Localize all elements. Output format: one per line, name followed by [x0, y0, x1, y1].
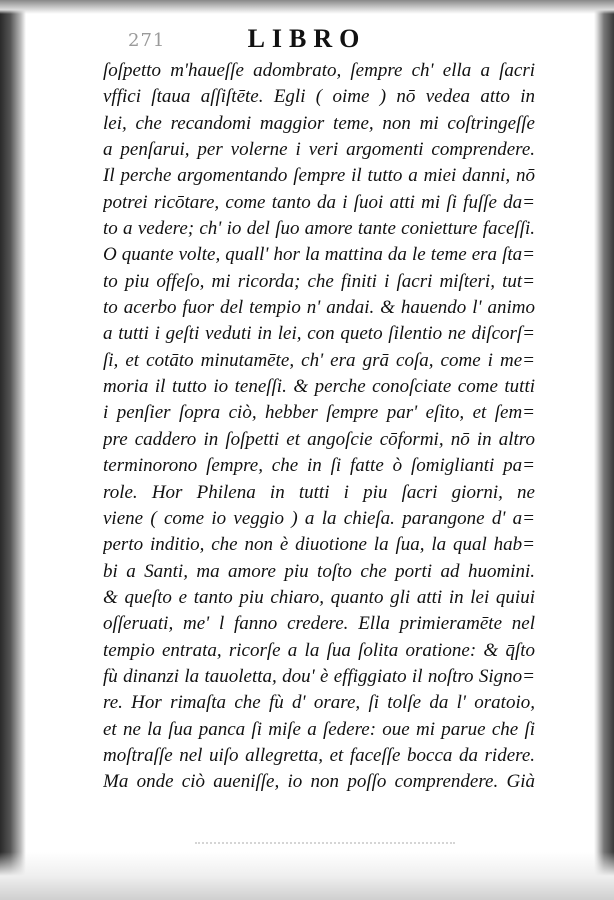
edge-shadow-bottom: [0, 852, 614, 900]
text-line: ſoſpetto m'haueſſe adombrato, ſempre ch' ella a ſacri: [103, 60, 535, 81]
text-line: re. Hor rimaſta che fù d' orare, ſi tolſe da l' oratoio,: [103, 692, 535, 714]
text-line: viene ( come io veggio ) a la chieſa. parangone d' a=: [103, 507, 535, 529]
text-line: terminorono ſempre, che in ſi fatte ò ſomiglianti pa=: [103, 455, 535, 477]
text-line: potrei ricōtare, come tanto da i ſuoi atti mi ſi fuſſe da=: [103, 191, 535, 213]
text-line: vffici ſtaua aſſiſtēte. Egli ( oime ) nō vedea atto in: [103, 86, 535, 108]
text-line: to piu offeſo, mi ricorda; che finiti i ſacri miſteri, tut=: [103, 270, 535, 292]
text-line: ſi, et cotāto minutamēte, ch' era grā coſa, come i me=: [103, 349, 535, 371]
text-line: oſſeruati, me' l fanno credere. Ella primieramēte nel: [103, 613, 535, 635]
text-line: to acerbo fuor del tempio n' andai. & hauendo l' animo: [103, 297, 535, 319]
text-block: [103, 58, 535, 796]
text-line: perto inditio, che non è diuotione la ſua, la qual hab=: [103, 534, 535, 556]
text-line: Il perche argomentando ſempre il tutto a miei danni, nō: [103, 165, 535, 187]
running-head: LIBRO: [247, 24, 367, 53]
binding-shadow-left: [0, 0, 26, 900]
edge-shadow-right: [594, 0, 614, 900]
text-line: to a vedere; ch' io del ſuo amore tante conietture faceſſi.: [103, 218, 535, 240]
text-line: et ne la ſua panca ſi miſe a ſedere: oue mi parue che ſi: [103, 718, 535, 740]
text-line: Ma onde ciò aueniſſe, io non poſſo comprendere. Già: [103, 771, 535, 793]
text-line: i penſier ſopra ciò, hebber ſempre par' eſito, et ſem=: [103, 402, 535, 424]
text-line: lei, che recandomi maggior teme, non mi coſtringeſſe: [103, 112, 535, 134]
text-line: & queſto e tanto piu chiaro, quanto gli atti in lei quiui: [103, 586, 535, 608]
page-number: 271: [128, 30, 166, 51]
text-line: fù dinanzi la tauoletta, dou' è effiggiato il noſtro Signo=: [103, 665, 535, 687]
text-line: moſtraſſe nel uiſo allegretta, et faceſſe bocca da ridere.: [103, 744, 535, 766]
text-line: O quante volte, quall' hor la mattina da le teme era ſta=: [103, 244, 535, 266]
text-line: moria il tutto io teneſſi. & perche conoſciate come tutti: [103, 376, 535, 398]
text-line: a tutti i geſti veduti in lei, con queto ſilentio ne diſcorſ=: [103, 323, 535, 345]
text-line: tempio entrata, ricorſe a la ſua ſolita oratione: & q̄ſto: [103, 639, 535, 661]
bleed-through-marks: [195, 842, 455, 854]
text-line: pre caddero in ſoſpetti et angoſcie cōformi, nō in altro: [103, 428, 535, 450]
text-line: a penſarui, per volerne i veri argomenti comprendere.: [103, 139, 535, 161]
text-line: bi a Santi, ma amore piu toſto che porti ad huomini.: [103, 560, 535, 582]
edge-shadow-top: [0, 0, 614, 14]
text-line: role. Hor Philena in tutti i piu ſacri giorni, ne: [103, 481, 535, 503]
